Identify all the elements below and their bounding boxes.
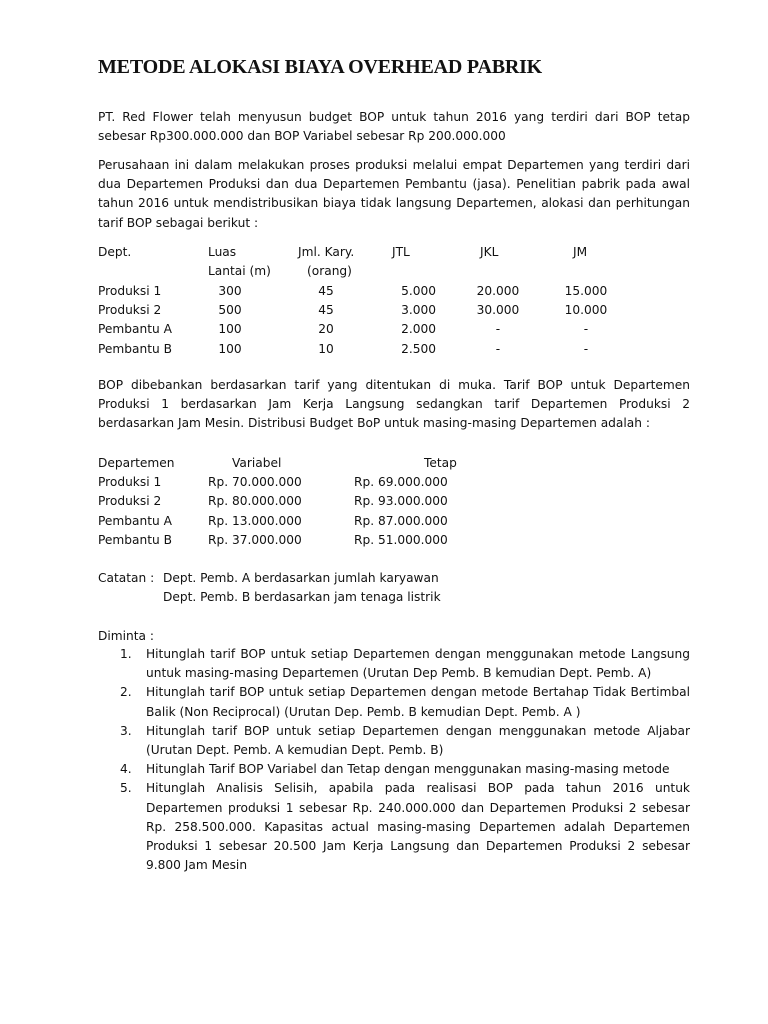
dept-row-4-name: Pembantu B bbox=[98, 342, 172, 356]
dept-row-4-jkl: - bbox=[495, 342, 501, 356]
dept-row-2-name: Produksi 2 bbox=[98, 303, 162, 317]
dept-row-3-jml: 20 bbox=[318, 322, 334, 336]
task-number: 4. bbox=[120, 762, 132, 777]
dept-row-3-name: Pembantu A bbox=[98, 322, 172, 336]
dept-header-luas: Luas bbox=[208, 245, 237, 259]
dept-row-1-name: Produksi 1 bbox=[98, 284, 162, 298]
context-paragraph: Perusahaan ini dalam melakukan proses produksi melalui empat Departemen yang terdiri dari dua Departemen Produksi dan dua Departemen Pembantu (jasa). Penelitian pabrik pada awal tahun 2016 untuk mendistribusikan biaya tidak langsung Departemen, alokasi dan perhitungan tarif BOP sebagai berikut : bbox=[98, 158, 690, 230]
dept-header-jkl: JKL bbox=[480, 245, 499, 259]
budget-row-3-variabel: Rp. 13.000.000 bbox=[208, 514, 302, 528]
dept-header-jtl: JTL bbox=[392, 245, 410, 259]
dept-row-3-jtl: 2.000 bbox=[401, 322, 436, 336]
task-number: 2. bbox=[120, 685, 132, 700]
dept-row-3-jm: - bbox=[583, 322, 589, 336]
dept-row-4-jm: - bbox=[583, 342, 589, 356]
list-item bbox=[98, 683, 690, 721]
dept-header-jm: JM bbox=[573, 245, 588, 259]
dept-subheader-jml-kary: (orang) bbox=[307, 264, 352, 278]
budget-row-4-variabel: Rp. 37.000.000 bbox=[208, 533, 302, 547]
dept-row-1-jtl: 5.000 bbox=[401, 284, 436, 298]
dept-row-2-luas: 500 bbox=[218, 303, 242, 317]
intro-paragraph: PT. Red Flower telah menyusun budget BOP untuk tahun 2016 yang terdiri dari BOP tetap sebesar Rp300.000.000 dan BOP Variabel sebesar Rp 200.000.000 bbox=[98, 110, 690, 144]
task-number: 5. bbox=[120, 781, 132, 796]
dept-row-2-jml: 45 bbox=[318, 303, 334, 317]
budget-header-variabel: Variabel bbox=[232, 456, 282, 470]
budget-row-4-dept: Pembantu B bbox=[98, 533, 172, 547]
budget-row-1-variabel: Rp. 70.000.000 bbox=[208, 475, 302, 489]
dept-row-2-jkl: 30.000 bbox=[476, 303, 520, 317]
dept-header-dept: Dept. bbox=[98, 245, 132, 259]
notes-line-1: Dept. Pemb. A berdasarkan jumlah karyawan bbox=[163, 571, 439, 585]
budget-row-4-tetap: Rp. 51.000.000 bbox=[354, 533, 448, 547]
task-text: Hitunglah tarif BOP untuk setiap Departemen dengan menggunakan metode Langsung untuk masing-masing Departemen (Urutan Dep Pemb. B kemudian Dept. Pemb. A) bbox=[146, 647, 690, 681]
budget-row-3-dept: Pembantu A bbox=[98, 514, 172, 528]
list-item bbox=[98, 645, 690, 683]
dept-row-4-jml: 10 bbox=[318, 342, 334, 356]
task-text: Hitunglah tarif BOP untuk setiap Departemen dengan metode Bertahap Tidak Bertimbal Balik (Non Reciprocal) (Urutan Dep. Pemb. B kemudian Dept. Pemb. A ) bbox=[146, 685, 690, 719]
task-text: Hitunglah Analisis Selisih, apabila pada realisasi BOP pada tahun 2016 untuk Departemen produksi 1 sebesar Rp. 240.000.000 dan Departemen Produksi 2 sebesar Rp. 258.500.000. Kapasitas actual masing-masing Departemen adalah Departemen Produksi 1 sebesar 20.500 Jam Kerja Langsung dan Departemen Produksi 2 sebesar 9.800 Jam Mesin bbox=[146, 781, 690, 873]
dept-row-2-jtl: 3.000 bbox=[401, 303, 436, 317]
budget-header-departemen: Departemen bbox=[98, 456, 175, 470]
document-title: METODE ALOKASI BIAYA OVERHEAD PABRIK bbox=[98, 56, 543, 78]
task-list bbox=[98, 645, 690, 875]
dept-row-1-jml: 45 bbox=[318, 284, 334, 298]
budget-row-2-dept: Produksi 2 bbox=[98, 494, 162, 508]
list-item bbox=[98, 779, 690, 875]
allocation-paragraph: BOP dibebankan berdasarkan tarif yang ditentukan di muka. Tarif BOP untuk Departemen Produksi 1 berdasarkan Jam Kerja Langsung sedangkan tarif Departemen Produksi 2 berdasarkan Jam Mesin. Distribusi Budget BoP untuk masing-masing Departemen adalah : bbox=[98, 378, 690, 431]
task-number: 1. bbox=[120, 647, 132, 661]
list-item bbox=[98, 760, 690, 779]
dept-row-3-luas: 100 bbox=[218, 322, 242, 336]
list-item bbox=[98, 722, 690, 760]
notes-line-2: Dept. Pemb. B berdasarkan jam tenaga listrik bbox=[163, 590, 441, 604]
dept-row-4-jtl: 2.500 bbox=[401, 342, 436, 356]
budget-header-tetap: Tetap bbox=[424, 456, 457, 470]
budget-row-1-tetap: Rp. 69.000.000 bbox=[354, 475, 448, 489]
task-text: Hitunglah tarif BOP untuk setiap Departemen dengan menggunakan metode Aljabar (Urutan Dept. Pemb. A kemudian Dept. Pemb. B) bbox=[146, 723, 690, 758]
task-number: 3. bbox=[120, 723, 132, 738]
budget-row-2-tetap: Rp. 93.000.000 bbox=[354, 494, 448, 508]
dept-subheader-luas: Lantai (m) bbox=[208, 264, 271, 278]
dept-row-1-luas: 300 bbox=[218, 284, 242, 298]
dept-row-4-luas: 100 bbox=[218, 342, 242, 356]
dept-row-3-jkl: - bbox=[495, 322, 501, 336]
dept-row-2-jm: 10.000 bbox=[564, 303, 608, 317]
dept-row-1-jkl: 20.000 bbox=[476, 284, 520, 298]
budget-row-1-dept: Produksi 1 bbox=[98, 475, 162, 489]
task-text: Hitunglah Tarif BOP Variabel dan Tetap dengan menggunakan masing-masing metode bbox=[146, 762, 670, 777]
notes-label: Catatan : bbox=[98, 571, 155, 585]
budget-row-2-variabel: Rp. 80.000.000 bbox=[208, 494, 302, 508]
dept-header-jml-kary: Jml. Kary. bbox=[298, 245, 355, 259]
dept-row-1-jm: 15.000 bbox=[564, 284, 608, 298]
budget-row-3-tetap: Rp. 87.000.000 bbox=[354, 514, 448, 528]
diminta-label: Diminta : bbox=[98, 629, 154, 643]
